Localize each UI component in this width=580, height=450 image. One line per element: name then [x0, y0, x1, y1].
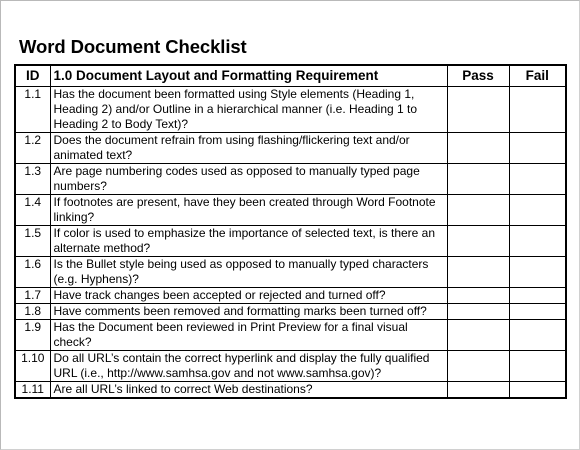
table-row — [15, 382, 566, 399]
fail-cell[interactable] — [509, 320, 566, 351]
fail-cell[interactable] — [509, 133, 566, 164]
fail-cell[interactable] — [509, 195, 566, 226]
row-requirement: Is the Bullet style being used as opposed to manually typed characters (e.g. Hyphens)? — [50, 257, 447, 288]
pass-cell[interactable] — [447, 382, 509, 399]
row-requirement: If color is used to emphasize the importance of selected text, is there an alternate method? — [50, 226, 447, 257]
row-requirement: Do all URL’s contain the correct hyperlink and display the fully qualified URL (i.e., http://www.samhsa.gov and not www.samhsa.gov)? — [50, 351, 447, 382]
row-requirement: Has the Document been reviewed in Print Preview for a final visual check? — [50, 320, 447, 351]
table-row — [15, 288, 566, 304]
pass-cell[interactable] — [447, 195, 509, 226]
fail-cell[interactable] — [509, 304, 566, 320]
pass-column-header: Pass — [447, 65, 509, 87]
table-row — [15, 304, 566, 320]
row-id: 1.10 — [15, 351, 50, 382]
fail-column-header: Fail — [509, 65, 566, 87]
row-requirement: Does the document refrain from using flashing/flickering text and/or animated text? — [50, 133, 447, 164]
row-id: 1.6 — [15, 257, 50, 288]
row-id: 1.2 — [15, 133, 50, 164]
id-column-header: ID — [15, 65, 50, 87]
table-row — [15, 226, 566, 257]
table-header-row — [15, 65, 566, 87]
pass-cell[interactable] — [447, 87, 509, 133]
row-id: 1.9 — [15, 320, 50, 351]
table-row — [15, 351, 566, 382]
table-row — [15, 164, 566, 195]
pass-cell[interactable] — [447, 164, 509, 195]
table-row — [15, 87, 566, 133]
fail-cell[interactable] — [509, 257, 566, 288]
row-requirement: Have track changes been accepted or rejected and turned off? — [50, 288, 447, 304]
pass-cell[interactable] — [447, 304, 509, 320]
checklist-table — [14, 64, 567, 399]
row-id: 1.8 — [15, 304, 50, 320]
row-requirement: Have comments been removed and formatting marks been turned off? — [50, 304, 447, 320]
pass-cell[interactable] — [447, 351, 509, 382]
row-requirement: Are all URL’s linked to correct Web destinations? — [50, 382, 447, 399]
row-id: 1.5 — [15, 226, 50, 257]
fail-cell[interactable] — [509, 226, 566, 257]
document-title: Word Document Checklist — [19, 36, 247, 57]
pass-cell[interactable] — [447, 133, 509, 164]
fail-cell[interactable] — [509, 382, 566, 399]
row-id: 1.1 — [15, 87, 50, 133]
row-id: 1.7 — [15, 288, 50, 304]
fail-cell[interactable] — [509, 288, 566, 304]
row-id: 1.3 — [15, 164, 50, 195]
pass-cell[interactable] — [447, 288, 509, 304]
table-row — [15, 133, 566, 164]
pass-cell[interactable] — [447, 320, 509, 351]
pass-cell[interactable] — [447, 226, 509, 257]
table-row — [15, 195, 566, 226]
row-id: 1.4 — [15, 195, 50, 226]
pass-cell[interactable] — [447, 257, 509, 288]
requirement-column-header: 1.0 Document Layout and Formatting Requirement — [50, 65, 447, 87]
table-row — [15, 320, 566, 351]
fail-cell[interactable] — [509, 87, 566, 133]
row-requirement: Has the document been formatted using Style elements (Heading 1, Heading 2) and/or Outline in a hierarchical manner (i.e. Heading 1 to Heading 2 to Body Text)? — [50, 87, 447, 133]
fail-cell[interactable] — [509, 164, 566, 195]
fail-cell[interactable] — [509, 351, 566, 382]
row-id: 1.11 — [15, 382, 50, 399]
row-requirement: If footnotes are present, have they been created through Word Footnote linking? — [50, 195, 447, 226]
table-row — [15, 257, 566, 288]
row-requirement: Are page numbering codes used as opposed to manually typed page numbers? — [50, 164, 447, 195]
